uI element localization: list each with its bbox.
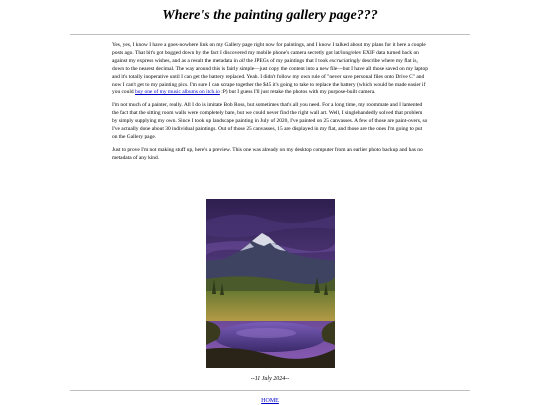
paragraph-1-text-a: Yes, yes, I know I have a goes-nowhere link on my Gallery page right now for paintings, and I know I talked about my plans for it here a couple posts ago. That bit's got bogged down by the fact I discovered my mobile phone's camera secretly got lat/long/elev EXIF data turned back on against my express wishes, and as a result the metadata in [112,42,426,64]
painting-image [206,199,335,368]
divider-top [70,34,470,35]
page-title: Where's the painting gallery page??? [162,8,378,23]
music-albums-link[interactable]: buy one of my music albums on itch.io [134,89,220,96]
paragraph-2: I'm not much of a painter, really. All I do is imitate Bob Ross, but sometimes that's all you need. For a long time, my roommate and I lamented the fact that the sitting room walls were completely bare, but we could never find the right wall art. Well, I singlehandedly solved that problem by simply supplying my own. Since I took up landscape painting in July of 2020, I've painted on 25 canvasses. A few of those are paint-overs, so I've actually done about 30 individual paintings. Out of those 25 canvasses, 15 are displayed in my flat, and those are the ones I'm going to put on the Gallery page. [112,102,428,140]
painting-meadow [206,291,335,321]
paragraph-1-emphasis-all: all [239,57,245,64]
paragraph-1-text-c: describe where my flat is, down to the nearest decimal. The way around this is fairly simple—just copy the content into a new file—but I have all those saved on my laptop and it's totally inoperative until I can get the battery replaced. Yeah. I didn't follow my own rule of "never save personal files onto Drive C" and now I can't get to my painting pics. I'm sure I can scrape together the $45 it's going to take to replace the battery (which would be made easier if you could [112,57,428,96]
article-body [112,42,428,168]
paragraph-1-text-b: the JPEGs of my paintings that I took [244,57,330,64]
home-link[interactable]: HOME [261,398,279,404]
paragraph-1-emphasis-excruciatingly: excruciatingly [329,57,361,64]
paragraph-1-text-d: :P) but I guess I'll just retake the photos with my purpose-built camera. [219,89,376,96]
paragraph-3: Just to prove I'm not making stuff up, here's a preview. This one was already on my desktop computer from an earlier photo backup and has no metadata of any kind. [112,146,423,161]
post-date: --11 July 2024-- [250,376,290,382]
paragraph-1 [112,42,428,97]
divider-bottom [70,390,470,391]
